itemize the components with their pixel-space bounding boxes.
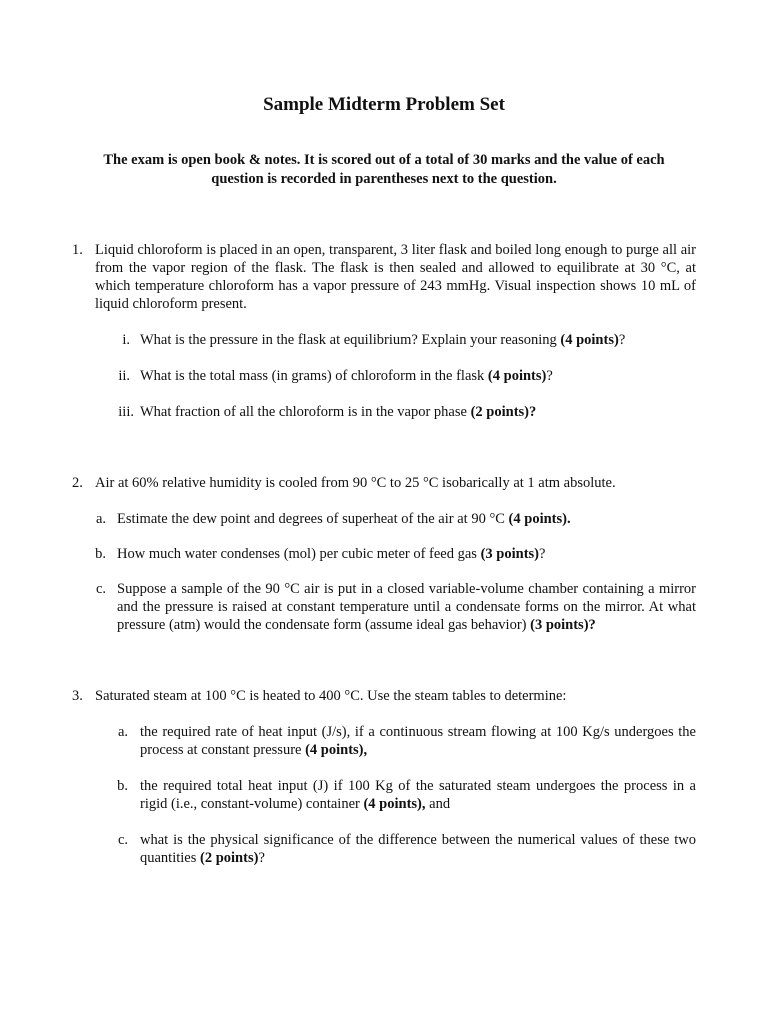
question-text: Saturated steam at 100 °C is heated to 400 °C. Use the steam tables to determine: — [95, 688, 567, 704]
part-prompt: What is the pressure in the flask at equilibrium? Explain your reasoning — [140, 332, 561, 348]
part-suffix: ? — [546, 368, 553, 384]
part-suffix: ? — [258, 850, 265, 866]
part-text — [140, 403, 696, 421]
part-prompt: the required rate of heat input (J/s), if a continuous stream flowing at 100 Kg/s undergoes the process at constant pressure — [140, 724, 696, 758]
part-text — [117, 545, 696, 563]
part-label: c. — [95, 581, 106, 597]
question-text: Air at 60% relative humidity is cooled from 90 °C to 25 °C isobarically at 1 atm absolute. — [95, 475, 616, 491]
question-number: 1. — [72, 242, 83, 258]
exam-instructions: The exam is open book & notes. It is scored out of a total of 30 marks and the value of each question is recorded in parentheses next to the question. — [103, 152, 665, 187]
question-number: 2. — [72, 475, 83, 491]
part-points: (3 points) — [480, 546, 539, 562]
part-points: (4 points) — [560, 332, 619, 348]
part-label: a. — [117, 724, 128, 740]
part-suffix: and — [425, 796, 451, 812]
part-text — [117, 580, 696, 634]
part-prompt: what is the physical significance of the difference between the numerical values of these two quantities — [140, 832, 696, 866]
part-label: ii. — [118, 368, 130, 384]
part-label: b. — [95, 546, 106, 562]
part-text — [140, 331, 696, 349]
part-text — [140, 367, 696, 385]
part-points: (4 points), — [363, 796, 426, 812]
part-points: (2 points)? — [470, 404, 537, 420]
part-label: i. — [122, 332, 130, 348]
part-prompt: What fraction of all the chloroform is in the vapor phase — [140, 404, 471, 420]
part-prompt: What is the total mass (in grams) of chloroform in the flask — [140, 368, 488, 384]
part-label: a. — [95, 511, 106, 527]
part-prompt: How much water condenses (mol) per cubic meter of feed gas — [117, 546, 481, 562]
question-number: 3. — [72, 688, 83, 704]
part-suffix: ? — [539, 546, 546, 562]
part-points: (4 points) — [487, 368, 547, 384]
part-points: (3 points)? — [530, 617, 596, 633]
part-points: (4 points), — [305, 742, 368, 758]
part-text — [140, 777, 696, 813]
part-points: (4 points). — [508, 511, 571, 527]
part-points: (2 points) — [200, 850, 259, 866]
part-text — [140, 831, 696, 867]
part-label: iii. — [118, 404, 134, 420]
part-label: c. — [117, 832, 128, 848]
document-title: Sample Midterm Problem Set — [263, 94, 505, 115]
part-prompt: the required total heat input (J) if 100 Kg of the saturated steam undergoes the process in a rigid (i.e., constant-volume) container — [140, 778, 696, 812]
part-label: b. — [117, 778, 128, 794]
question-text: Liquid chloroform is placed in an open, transparent, 3 liter flask and boiled long enough to purge all air from the vapor region of the flask. The flask is then sealed and allowed to equilibrate at 30 °C, at which temperature chloroform has a vapor pressure of 243 mmHg. Visual inspection shows 10 mL of liquid chloroform present. — [95, 242, 696, 312]
part-prompt: Estimate the dew point and degrees of superheat of the air at 90 °C — [117, 511, 509, 527]
part-suffix: ? — [618, 332, 626, 348]
part-text — [140, 723, 696, 759]
part-text — [117, 510, 696, 528]
part-prompt: Suppose a sample of the 90 °C air is put in a closed variable-volume chamber containing a mirror and the pressure is raised at constant temperature until a condensate forms on the mirror. At what pressure (atm) would the condensate form (assume ideal gas behavior) — [117, 581, 696, 633]
